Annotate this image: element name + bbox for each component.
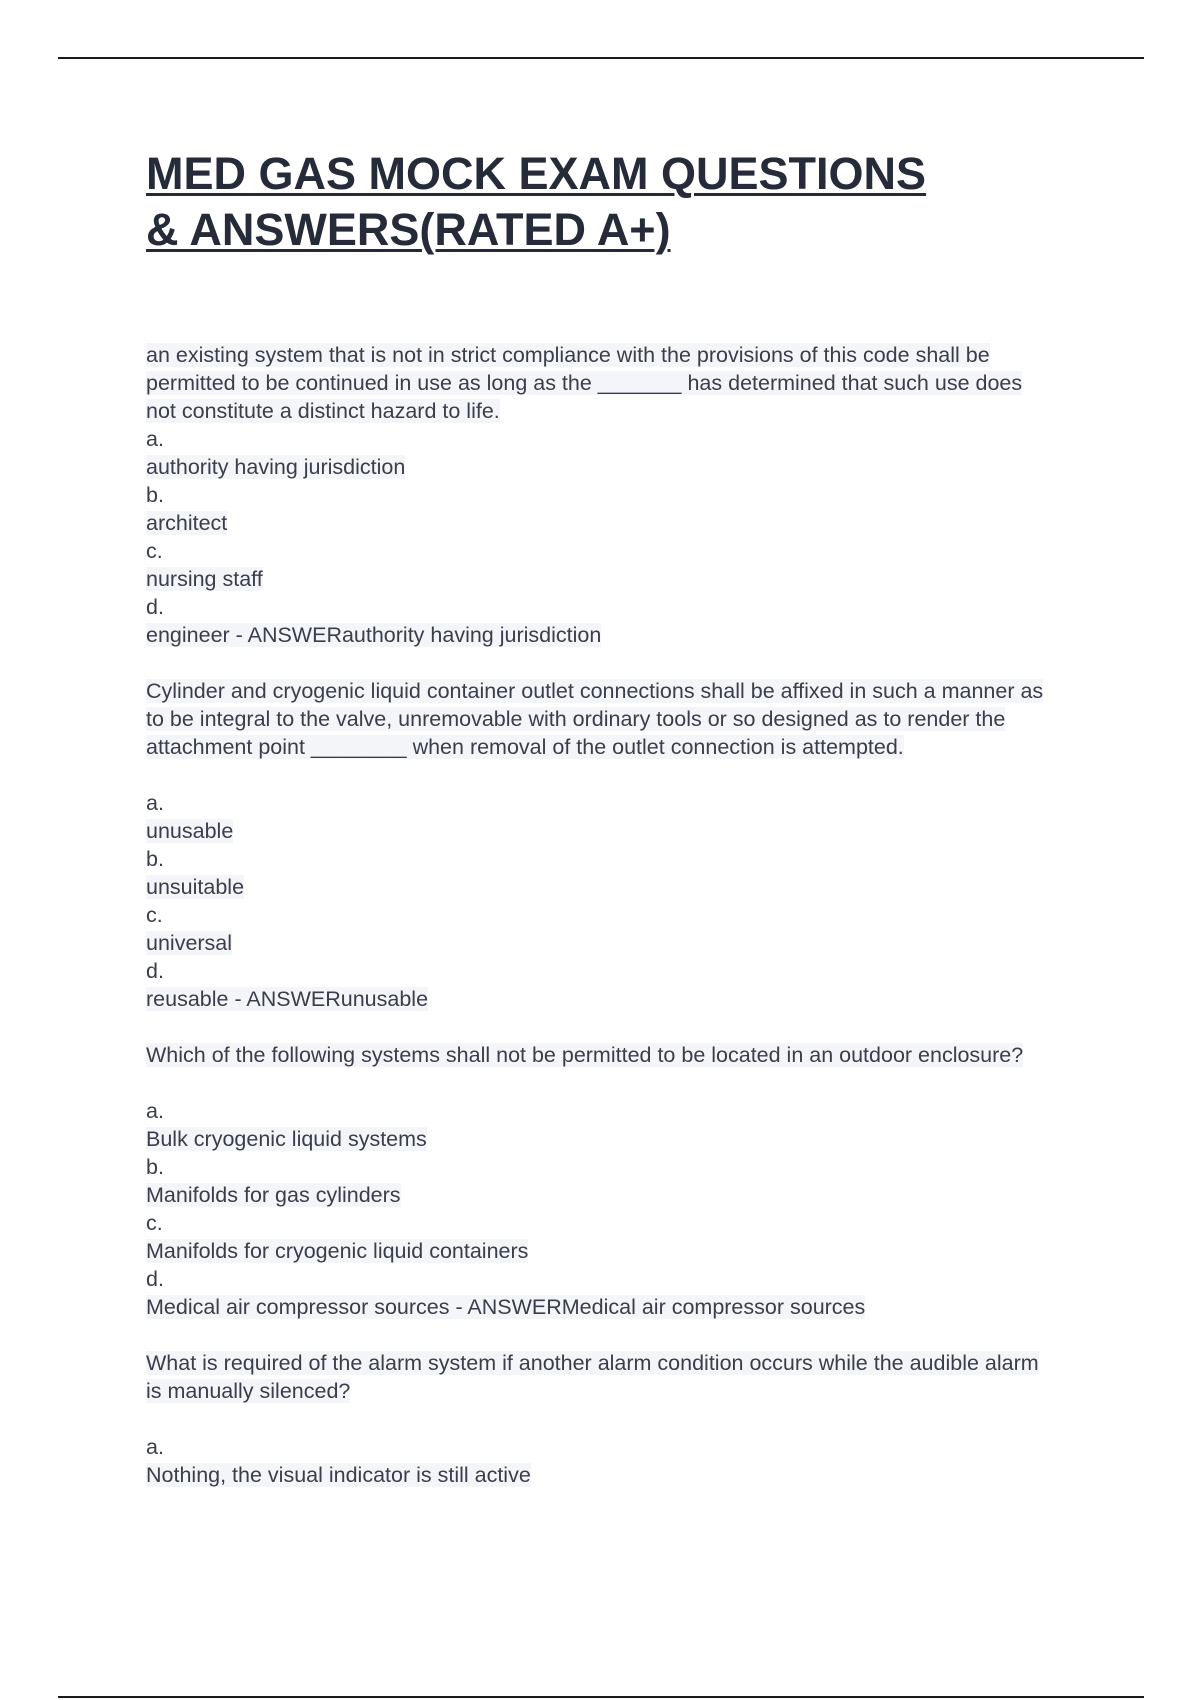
question-block bbox=[146, 1349, 1046, 1489]
option-text: authority having jurisdiction bbox=[146, 455, 406, 479]
option-letter: d. bbox=[146, 1267, 164, 1291]
bottom-rule bbox=[58, 1696, 1144, 1698]
title-line-2: & ANSWERS(RATED A+) bbox=[146, 204, 671, 255]
option-letter: c. bbox=[146, 1211, 163, 1235]
option-letter: c. bbox=[146, 903, 163, 927]
document-title bbox=[146, 146, 1046, 258]
question-text: Cylinder and cryogenic liquid container outlet connections shall be affixed in such a manner as to be integral to the valve, unremovable with ordinary tools or so designed as to render the attachment point ________ when removal of the outlet connection is attempted. bbox=[146, 679, 1044, 759]
title-line-1: MED GAS MOCK EXAM QUESTIONS bbox=[146, 148, 927, 199]
question-list bbox=[146, 341, 1046, 1489]
option-text: Manifolds for gas cylinders bbox=[146, 1183, 401, 1207]
option-letter: b. bbox=[146, 1155, 164, 1179]
option-text: architect bbox=[146, 511, 228, 535]
option-text-with-answer: reusable - ANSWERunusable bbox=[146, 987, 429, 1011]
option-letter: c. bbox=[146, 539, 163, 563]
option-letter: a. bbox=[146, 1435, 164, 1459]
option-letter: a. bbox=[146, 1099, 164, 1123]
document-body bbox=[146, 146, 1046, 1517]
option-text-with-answer: Medical air compressor sources - ANSWERMedical air compressor sources bbox=[146, 1295, 866, 1319]
option-text: Manifolds for cryogenic liquid containers bbox=[146, 1239, 529, 1263]
question-text: Which of the following systems shall not be permitted to be located in an outdoor enclosure? bbox=[146, 1043, 1024, 1067]
option-text: Bulk cryogenic liquid systems bbox=[146, 1127, 427, 1151]
option-text: universal bbox=[146, 931, 233, 955]
question-text: an existing system that is not in strict compliance with the provisions of this code shall be permitted to be continued in use as long as the _______ has determined that such use does not constitute a distinct hazard to life. bbox=[146, 343, 1023, 423]
question-block bbox=[146, 1041, 1046, 1321]
option-text: nursing staff bbox=[146, 567, 263, 591]
option-text-with-answer: engineer - ANSWERauthority having jurisdiction bbox=[146, 623, 602, 647]
option-text: unsuitable bbox=[146, 875, 245, 899]
option-letter: d. bbox=[146, 959, 164, 983]
question-block bbox=[146, 677, 1046, 1013]
option-letter: a. bbox=[146, 427, 164, 451]
question-text: What is required of the alarm system if another alarm condition occurs while the audible alarm is manually silenced? bbox=[146, 1351, 1039, 1403]
option-letter: b. bbox=[146, 847, 164, 871]
option-text: unusable bbox=[146, 819, 234, 843]
option-letter: d. bbox=[146, 595, 164, 619]
option-letter: a. bbox=[146, 791, 164, 815]
option-text: Nothing, the visual indicator is still active bbox=[146, 1463, 531, 1487]
option-letter: b. bbox=[146, 483, 164, 507]
question-block bbox=[146, 341, 1046, 649]
top-rule bbox=[58, 57, 1144, 59]
